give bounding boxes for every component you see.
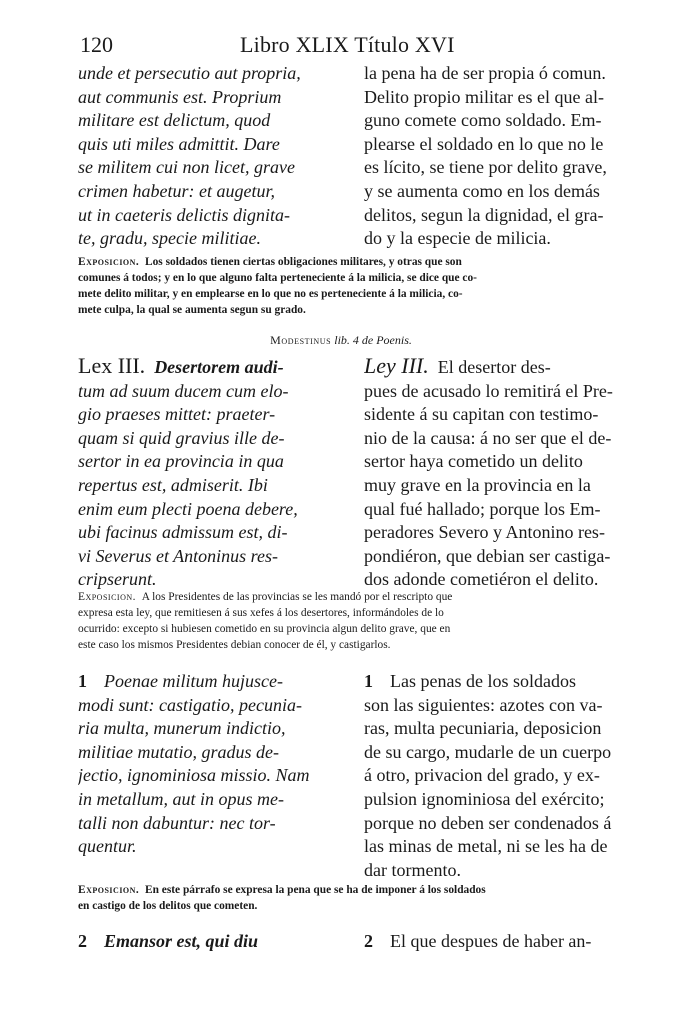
latin-column-lex3: [78, 354, 346, 592]
spanish-line: las minas de metal, ni se les ha de: [364, 836, 608, 857]
paragraph-number: 1: [364, 671, 373, 691]
spanish-line: peradores Severo y Antonino res-: [364, 522, 605, 543]
spanish-line: Las penas de los soldados: [390, 671, 576, 691]
exposicion-label: Exposicion.: [78, 884, 140, 896]
author-name: Modestinus: [270, 333, 332, 347]
exposicion-text: mete culpa, la qual se aumenta segun su grado.: [78, 304, 306, 316]
spanish-line: El que despues de haber an-: [390, 931, 592, 951]
latin-line: ubi facinus admissum est, di-: [78, 522, 288, 543]
latin-line: quam si quid gravius ille de-: [78, 427, 285, 448]
latin-line: modi sunt: castigatio, pecunia-: [78, 694, 302, 715]
paragraph-number: 2: [78, 931, 87, 951]
exposicion-text: expresa esta ley, que remitiesen á sus xefes á los desertores, informándoles de lo: [78, 607, 444, 619]
exposicion-text: mete delito militar, y en emplearse en lo que no es perteneciente á la milicia, co-: [78, 288, 463, 300]
spanish-line: qual fué hallado; porque los Em-: [364, 498, 601, 519]
exposicion-note-2: [78, 589, 634, 653]
spanish-line: pondiéron, que debian ser castiga-: [364, 545, 611, 566]
law-heading-latin: Lex III.: [78, 354, 146, 378]
spanish-line: plearse el soldado en lo que no le: [364, 133, 604, 154]
exposicion-text: En este párrafo se expresa la pena que se ha de imponer á los soldados: [145, 884, 486, 896]
exposicion-note-1: [78, 254, 634, 318]
spanish-line: dos adonde cometiéron el delito.: [364, 569, 599, 590]
spanish-line: pues de acusado lo remitirá el Pre-: [364, 380, 613, 401]
latin-line: vi Severus et Antoninus res-: [78, 545, 278, 566]
latin-column-block1: [78, 62, 346, 251]
spanish-line: muy grave en la provincia en la: [364, 474, 591, 495]
exposicion-text: en castigo de los delitos que cometen.: [78, 900, 258, 912]
latin-line: unde et persecutio aut propria,: [78, 63, 301, 83]
spanish-line: la pena ha de ser propia ó comun.: [364, 63, 606, 83]
page-header: [0, 30, 682, 64]
exposicion-text: A los Presidentes de las provincias se les mandó por el rescripto que: [141, 591, 453, 603]
latin-line: Poenae militum hujusce-: [104, 671, 283, 691]
spanish-line: de su cargo, mudarle de un cuerpo: [364, 741, 612, 762]
spanish-line: Delito propio militar es el que al-: [364, 86, 604, 107]
latin-line: ria multa, munerum indictio,: [78, 718, 286, 739]
exposicion-note-3: [78, 882, 634, 914]
latin-line: militiae mutatio, gradus de-: [78, 741, 279, 762]
exposicion-label: Exposicion.: [78, 591, 136, 603]
latin-line: Emansor est, qui diu: [104, 931, 259, 951]
latin-line: enim eum plecti poena debere,: [78, 498, 298, 519]
exposicion-text: este caso los mismos Presidentes debian conocer de él, y castigarlos.: [78, 639, 391, 651]
latin-line: gio praeses mittet: praeter-: [78, 404, 276, 425]
source-reference: lib. 4 de Poenis.: [334, 333, 412, 347]
spanish-line: dar tormento.: [364, 859, 461, 880]
latin-line: jectio, ignominiosa missio. Nam: [78, 765, 310, 786]
spanish-line: y se aumenta como en los demás: [364, 180, 600, 201]
latin-column-par1: [78, 670, 346, 859]
latin-line: ut in caeteris delictis dignita-: [78, 204, 290, 225]
running-title: Libro XLIX Título XVI: [240, 32, 455, 57]
page-number: 120: [80, 32, 113, 57]
latin-line: repertus est, admiserit. Ibi: [78, 474, 268, 495]
paragraph-number: 2: [364, 931, 373, 951]
latin-line: aut communis est. Proprium: [78, 86, 282, 107]
spanish-line: sertor haya cometido un delito: [364, 451, 583, 472]
spanish-line: ras, multa pecuniaria, deposicion: [364, 718, 602, 739]
latin-line: quentur.: [78, 836, 137, 857]
latin-line: quis uti miles admittit. Dare: [78, 133, 280, 154]
paragraph-number: 1: [78, 671, 87, 691]
source-attribution: [0, 333, 682, 348]
latin-line: crimen habetur: et augetur,: [78, 180, 275, 201]
spanish-line: porque no deben ser condenados á: [364, 812, 612, 833]
spanish-line: El desertor des-: [437, 357, 551, 377]
spanish-line: es lícito, se tiene por delito grave,: [364, 157, 607, 178]
latin-line: Desertorem audi-: [154, 357, 284, 377]
exposicion-label: Exposicion.: [78, 256, 140, 268]
spanish-line: guno comete como soldado. Em-: [364, 110, 602, 131]
spanish-column-par1: [364, 670, 632, 882]
spanish-line: delitos, segun la dignidad, el gra-: [364, 204, 604, 225]
spanish-line: do y la especie de milicia.: [364, 228, 551, 249]
exposicion-text: comunes á todos; y en lo que alguno falta perteneciente á la milicia, se dice que co-: [78, 272, 477, 284]
latin-line: te, gradu, specie militiae.: [78, 228, 261, 249]
spanish-line: nio de la causa: á no ser que el de-: [364, 427, 612, 448]
latin-line: in metallum, aut in opus me-: [78, 788, 284, 809]
exposicion-text: Los soldados tienen ciertas obligaciones militares, y otras que son: [145, 256, 462, 268]
latin-line: cripserunt.: [78, 569, 157, 590]
latin-line: tum ad suum ducem cum elo-: [78, 380, 289, 401]
exposicion-text: ocurrido: excepto si hubiesen cometido en su provincia algun delito grave, que en: [78, 623, 451, 635]
spanish-line: son las siguientes: azotes con va-: [364, 694, 603, 715]
spanish-column-block1: [364, 62, 632, 251]
latin-line: se militem cui non licet, grave: [78, 157, 295, 178]
spanish-line: pulsion ignominiosa del exército;: [364, 788, 605, 809]
latin-column-par2: [78, 930, 346, 954]
law-heading-spanish: Ley III.: [364, 354, 429, 378]
latin-line: talli non dabuntur: nec tor-: [78, 812, 276, 833]
latin-line: sertor in ea provincia in qua: [78, 451, 284, 472]
spanish-column-lex3: [364, 354, 632, 592]
latin-line: militare est delictum, quod: [78, 110, 271, 131]
spanish-column-par2: [364, 930, 632, 954]
spanish-line: sidente á su capitan con testimo-: [364, 404, 599, 425]
spanish-line: á otro, privacion del grado, y ex-: [364, 765, 600, 786]
